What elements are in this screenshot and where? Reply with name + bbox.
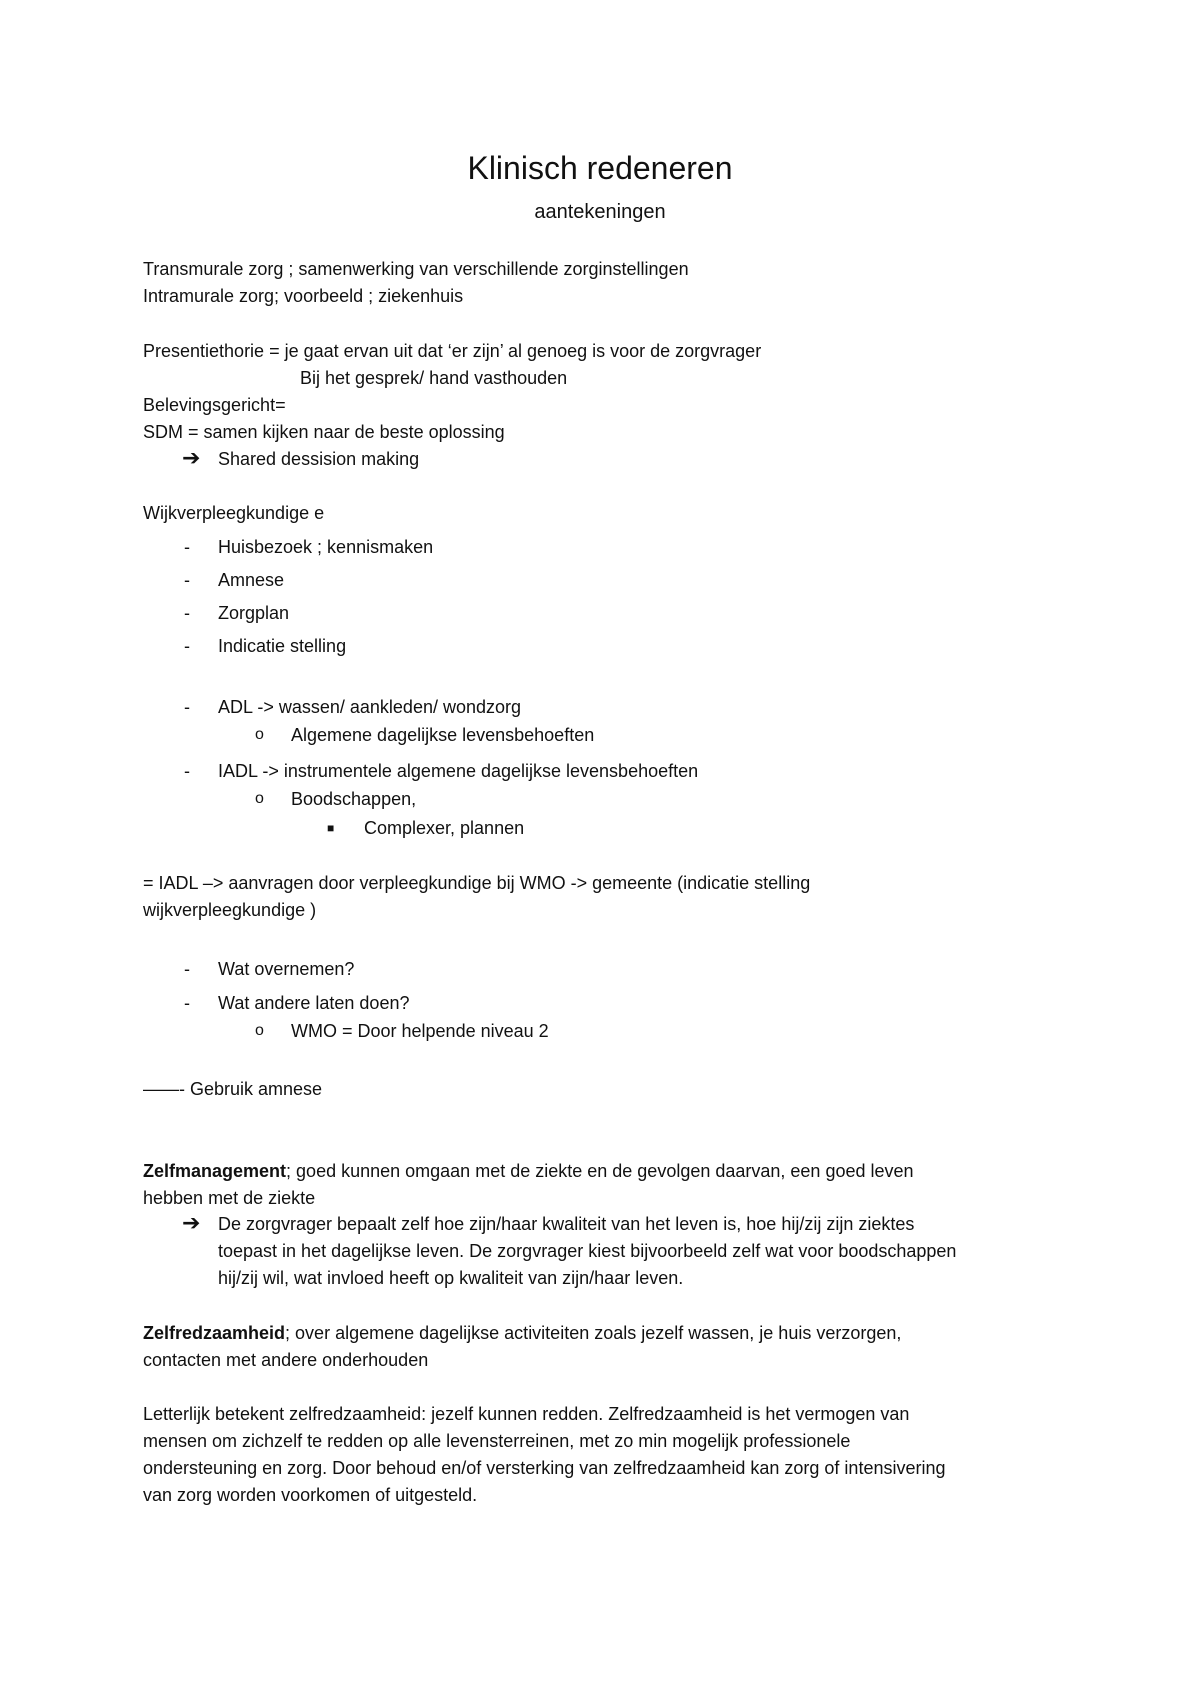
definition-zelfredzaamheid: ; over algemene dagelijkse activiteiten zoals jezelf wassen, je huis verzorgen, [285, 1323, 902, 1343]
list-item-adl: ADL -> wassen/ aankleden/ wondzorg [218, 697, 522, 717]
line-wijkverpleegkundige: Wijkverpleegkundige e [143, 503, 325, 523]
paragraph-line-3: ondersteuning en zorg. Door behoud en/of versterking van zelfredzaamheid kan zorg of intensivering [143, 1458, 946, 1478]
dash-bullet-icon: - [184, 570, 190, 590]
term-zelfmanagement: Zelfmanagement [143, 1161, 287, 1181]
line-sdm: SDM = samen kijken naar de beste oplossing [143, 422, 505, 442]
list-item-zorgplan: Zorgplan [218, 603, 290, 623]
line-presentiethorie: Presentiethorie = je gaat ervan uit dat ‘er zijn’ al genoeg is voor de zorgvrager [143, 341, 762, 361]
line-intramurale: Intramurale zorg; voorbeeld ; ziekenhuis [143, 286, 464, 306]
page-subtitle: aantekeningen [534, 201, 666, 223]
circle-bullet-icon: o [255, 726, 264, 743]
paragraph-line-4: van zorg worden voorkomen of uitgesteld. [143, 1485, 478, 1505]
line-belevingsgericht: Belevingsgericht= [143, 395, 286, 415]
sub-item-wmo: WMO = Door helpende niveau 2 [291, 1021, 549, 1041]
line-zelfredzaamheid-2: contacten met andere onderhouden [143, 1350, 429, 1370]
page-title: Klinisch redeneren [467, 150, 733, 186]
square-bullet-icon: ■ [327, 821, 335, 835]
line-zorgvrager-1: De zorgvrager bepaalt zelf hoe zijn/haar kwaliteit van het leven is, hoe hij/zij zijn ziektes [218, 1214, 915, 1234]
line-shared-decision: Shared dessision making [218, 449, 420, 469]
dash-bullet-icon: - [184, 959, 190, 979]
list-item-andere: Wat andere laten doen? [218, 993, 410, 1013]
dash-bullet-icon: - [184, 697, 190, 717]
line-zelfmanagement-2: hebben met de ziekte [143, 1188, 316, 1208]
arrow-icon: ➔ [182, 445, 201, 470]
paragraph-line-1: Letterlijk betekent zelfredzaamheid: jezelf kunnen redden. Zelfredzaamheid is het vermogen van [143, 1404, 910, 1424]
line-iadl-aanvragen: = IADL –> aanvragen door verpleegkundige bij WMO -> gemeente (indicatie stelling [143, 873, 811, 893]
list-item-amnese: Amnese [218, 570, 285, 590]
definition-zelfmanagement: ; goed kunnen omgaan met de ziekte en de gevolgen daarvan, een goed leven [286, 1161, 914, 1181]
list-item-overnemen: Wat overnemen? [218, 959, 355, 979]
line-transmurale: Transmurale zorg ; samenwerking van verschillende zorginstellingen [143, 259, 689, 279]
line-gesprek: Bij het gesprek/ hand vasthouden [300, 368, 568, 388]
list-item-iadl: IADL -> instrumentele algemene dagelijkse levensbehoeften [218, 761, 699, 781]
line-zorgvrager-2: toepast in het dagelijkse leven. De zorgvrager kiest bijvoorbeeld zelf wat voor boodschappen [218, 1241, 957, 1261]
dash-bullet-icon: - [184, 636, 190, 656]
sub-sub-item-complexer: Complexer, plannen [364, 818, 525, 838]
dash-bullet-icon: - [184, 537, 190, 557]
line-gebruik-amnese: ——- Gebruik amnese [143, 1079, 323, 1099]
line-zelfmanagement [143, 1160, 914, 1182]
list-item-huisbezoek: Huisbezoek ; kennismaken [218, 537, 434, 557]
line-zelfredzaamheid [143, 1322, 901, 1344]
circle-bullet-icon: o [255, 790, 264, 807]
line-wijkverpleegkundige-2: wijkverpleegkundige ) [143, 900, 317, 920]
circle-bullet-icon: o [255, 1022, 264, 1039]
paragraph-line-2: mensen om zichzelf te redden op alle levensterreinen, met zo min mogelijk professionele [143, 1431, 851, 1451]
dash-bullet-icon: - [184, 993, 190, 1013]
dash-bullet-icon: - [184, 761, 190, 781]
dash-bullet-icon: - [184, 603, 190, 623]
sub-item-algemene: Algemene dagelijkse levensbehoeften [291, 725, 595, 745]
term-zelfredzaamheid: Zelfredzaamheid [143, 1323, 286, 1343]
arrow-icon: ➔ [182, 1210, 201, 1235]
line-zorgvrager-3: hij/zij wil, wat invloed heeft op kwaliteit van zijn/haar leven. [218, 1268, 684, 1288]
sub-item-boodschappen: Boodschappen, [291, 789, 417, 809]
list-item-indicatie: Indicatie stelling [218, 636, 347, 656]
